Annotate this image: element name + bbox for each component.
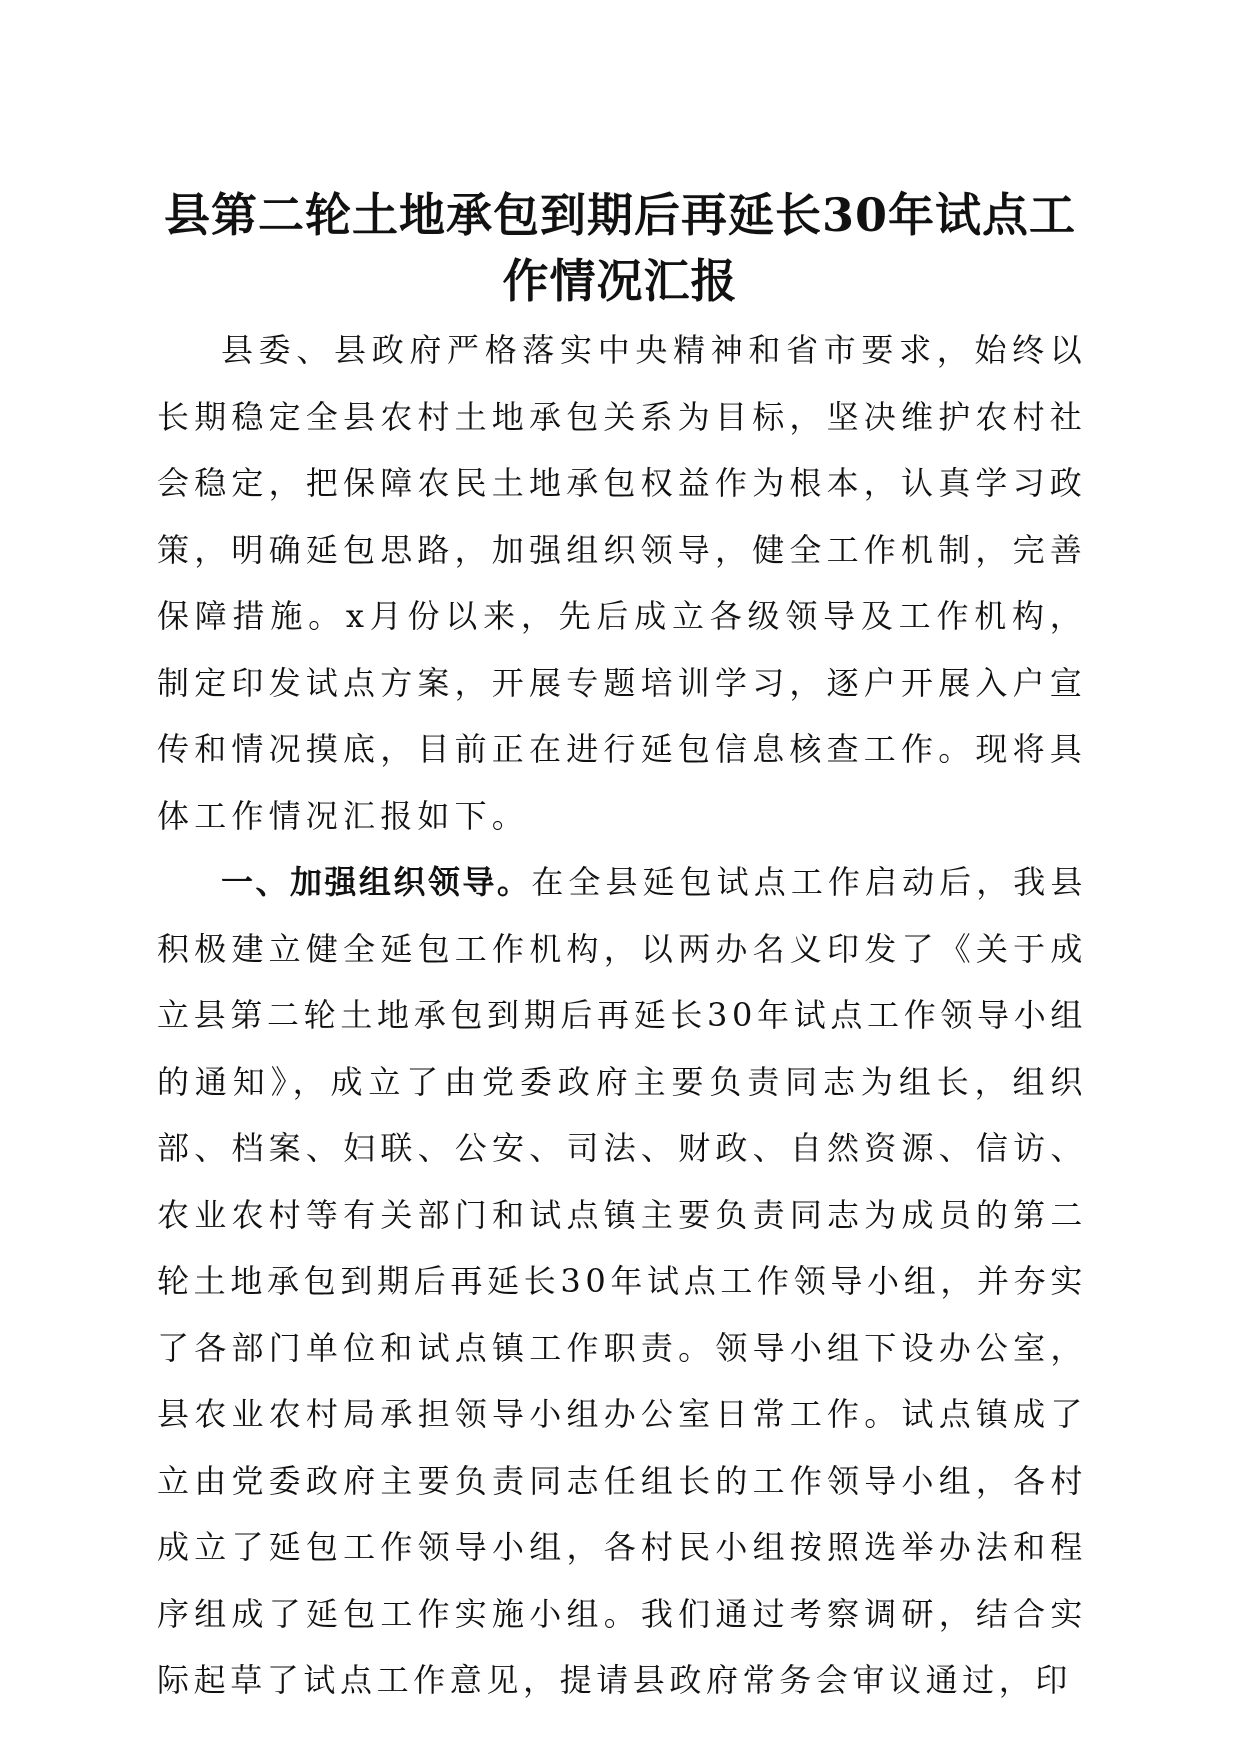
section-one-text: 在全县延包试点工作启动后，我县积极建立健全延包工作机构，以两办名义印发了《关于成立县第二轮土地承包到期后再延长30年试点工作领导小组的通知》，成立了由党委政府主要负责同志为组长，组织部、档案、妇联、公安、司法、财政、自然资源、信访、农业农村等有关部门和试点镇主要负责同志为成员的第二轮土地承包到期后再延长30年试点工作领导小组，并夯实了各部门单位和试点镇工作职责。领导小组下设办公室，县农业农村局承担领导小组办公室日常工作。试点镇成了立由党委政府主要负责同志任组长的工作领导小组，各村成立了延包工作领导小组，各村民小组按照选举办法和程序组成了延包工作实施小组。我们通过考察调研，结合实际起草了试点工作意见，提请县政府常务会审议通过，印 xyxy=(157,863,1087,1699)
document-body xyxy=(157,317,1087,1714)
section-one-paragraph xyxy=(157,849,1087,1714)
intro-paragraph-text: 县委、县政府严格落实中央精神和省市要求，始终以长期稳定全县农村土地承包关系为目标，坚决维护农村社会稳定，把保障农民土地承包权益作为根本，认真学习政策，明确延包思路，加强组织领导，健全工作机制，完善保障措施。x月份以来，先后成立各级领导及工作机构，制定印发试点方案，开展专题培训学习，逐户开展入户宣传和情况摸底，目前正在进行延包信息核查工作。现将具体工作情况汇报如下。 xyxy=(157,331,1088,835)
section-one-heading: 一、加强组织领导。 xyxy=(221,863,532,901)
document-title: 县第二轮土地承包到期后再延长30年试点工作情况汇报 xyxy=(163,188,1076,308)
intro-paragraph xyxy=(157,317,1087,849)
